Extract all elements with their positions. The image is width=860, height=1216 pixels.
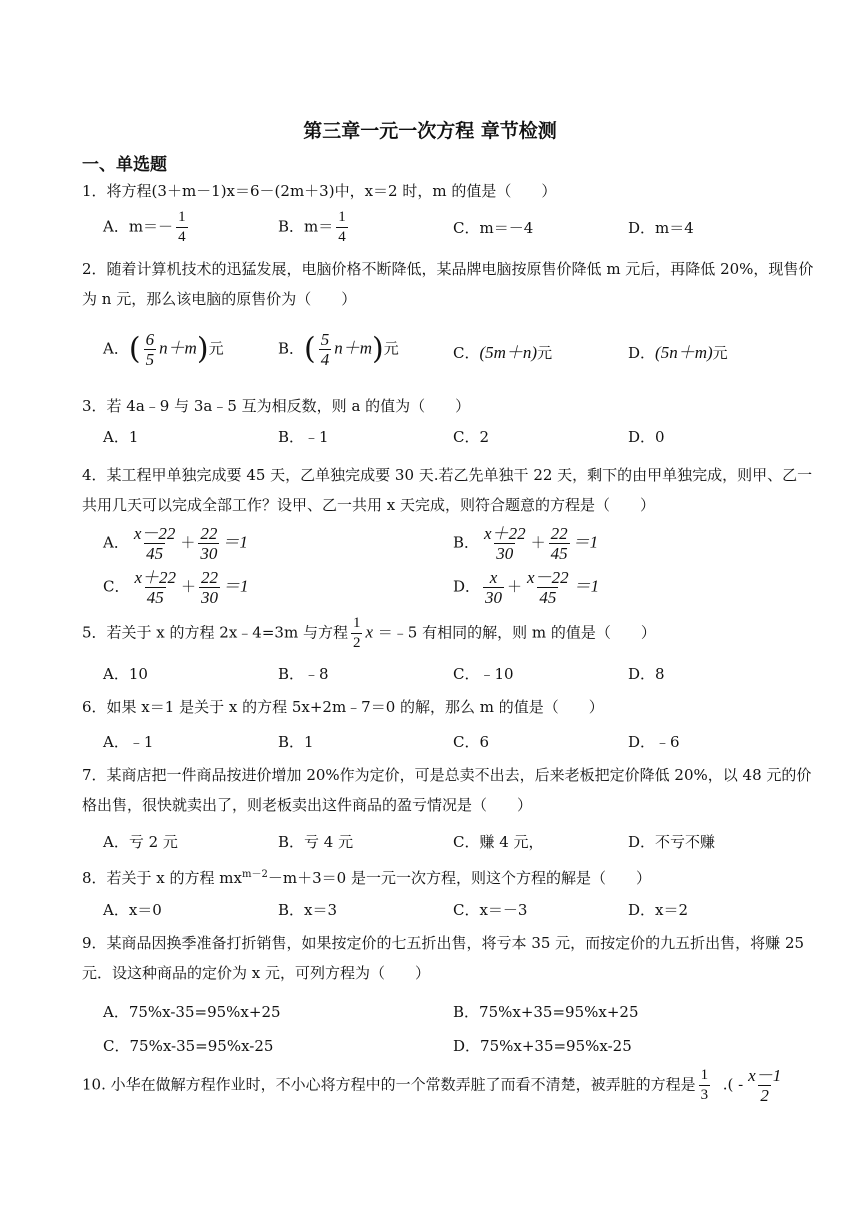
question-1-option-a: A．m＝－ $\frac{1}{4}$ [103,209,186,245]
question-9-option-d: D．75%x+35=95%x-25 [453,1037,632,1055]
question-8-option-d: D．x＝2 [628,901,689,919]
question-3-option-b: B．﹣1 [278,428,329,446]
question-7-option-c: C．赚 4 元， [453,833,544,851]
question-5-option-b: B．﹣8 [278,665,329,683]
question-8-option-b: B．x＝3 [278,901,338,919]
question-5-option-d: D．8 [628,665,665,683]
question-5-option-c: C．﹣10 [453,665,514,683]
question-6-stem: 6．如果 x＝1 是关于 x 的方程 5x+2m﹣7＝0 的解，那么 m 的值是（ ） [82,698,604,716]
question-8-option-a: A．x＝0 [103,901,162,919]
question-4-option-b: B． $\frac{x+22}{30}$ ＋ $\frac{22}{45}$ ＝1 [453,524,599,563]
question-6-option-d: D．﹣6 [628,733,680,751]
question-2-option-b: B．( $\frac{5}{4}$ n＋m)元 [278,330,399,369]
question-2-option-c: C．(5m＋n)元 [453,343,553,362]
question-2-option-d: D．(5n＋m)元 [628,343,728,362]
question-8-option-c: C．x＝－3 [453,901,528,919]
question-7-option-d: D．不亏不赚 [628,833,716,851]
question-4-stem: 4．某工程甲单独完成要 45 天，乙单独完成要 30 天.若乙先单独干 22 天，剩下的由甲单独完成，则甲、乙一共用几天可以完成全部工作？设甲、乙一共用 x 天完成，则符合题意的方程是（ ） [82,466,813,514]
question-1-stem: 1．将方程(3＋m－1)x＝6－(2m＋3)中，x＝2 时，m 的值是（ ） [82,182,557,200]
question-1-option-b: B．m＝ $\frac{1}{4}$ [278,209,346,245]
question-6-option-b: B．1 [278,733,314,751]
question-2-stem: 2．随着计算机技术的迅猛发展，电脑价格不断降低，某品牌电脑按原售价降低 m 元后，再降低 20%，现售价为 n 元，那么该电脑的原售价为（ ） [82,260,814,308]
question-7-option-b: B．亏 4 元 [278,833,354,851]
question-9-option-c: C．75%x-35=95%x-25 [103,1037,274,1055]
question-4-option-c: C． $\frac{x+22}{45}$ ＋ $\frac{22}{30}$ ＝1 [103,568,249,607]
question-2-option-a: A．( $\frac{6}{5}$ n＋m)元 [103,330,224,369]
question-3-option-a: A．1 [103,428,139,446]
section-heading: 一、单选题 [82,155,167,175]
question-8-stem: 8．若关于 x 的方程 $mx^{m-2}-m+3=0$ 是一元一次方程，则这个方程的解是（ ） [82,869,651,887]
question-3-stem: 3．若 4a﹣9 与 3a﹣5 互为相反数，则 a 的值为（ ） [82,397,471,415]
question-7-stem: 7．某商店把一件商品按进价增加 20%作为定价，可是总卖不出去，后来老板把定价降低 20%，以 48 元的价格出售，很快就卖出了，则老板卖出这件商品的盈亏情况是（ ） [82,766,812,814]
question-4-option-d: D． $\frac{x}{30}$ ＋ $\frac{x-22}{45}$ ＝1 [453,568,600,607]
page-title: 第三章一元一次方程 章节检测 [303,120,557,142]
question-9-option-a: A．75%x-35=95%x+25 [103,1003,281,1021]
question-9-stem: 9．某商品因换季准备打折销售，如果按定价的七五折出售，将亏本 35 元，而按定价的九五折出售，将赚 25 元．设这种商品的定价为 x 元，可列方程为（ ） [82,934,805,982]
question-7-option-a: A．亏 2 元 [103,833,178,851]
question-5-option-a: A．10 [103,665,148,683]
question-10-stem: 10. 小华在做解方程作业时，不小心将方程中的一个常数弄脏了而看不清楚，被弄脏的方程是 $\frac{1}{3}$ .( - $\frac{x-1}{2}$ [82,1066,782,1105]
question-3-option-c: C．2 [453,428,490,446]
question-9-option-b: B．75%x+35=95%x+25 [453,1003,639,1021]
question-6-option-a: A．﹣1 [103,733,154,751]
question-6-option-c: C．6 [453,733,490,751]
question-3-option-d: D．0 [628,428,665,446]
question-5-stem: 5．若关于 x 的方程 2x﹣4=3m 与方程 $\frac{1}{2}$ x ＝﹣5 有相同的解，则 m 的值是（ ） [82,615,656,651]
question-4-option-a: A． $\frac{x-22}{45}$ ＋ $\frac{22}{30}$ ＝1 [103,524,248,563]
question-1-option-c: C．m＝－4 [453,219,534,237]
question-1-option-d: D．m＝4 [628,219,694,237]
